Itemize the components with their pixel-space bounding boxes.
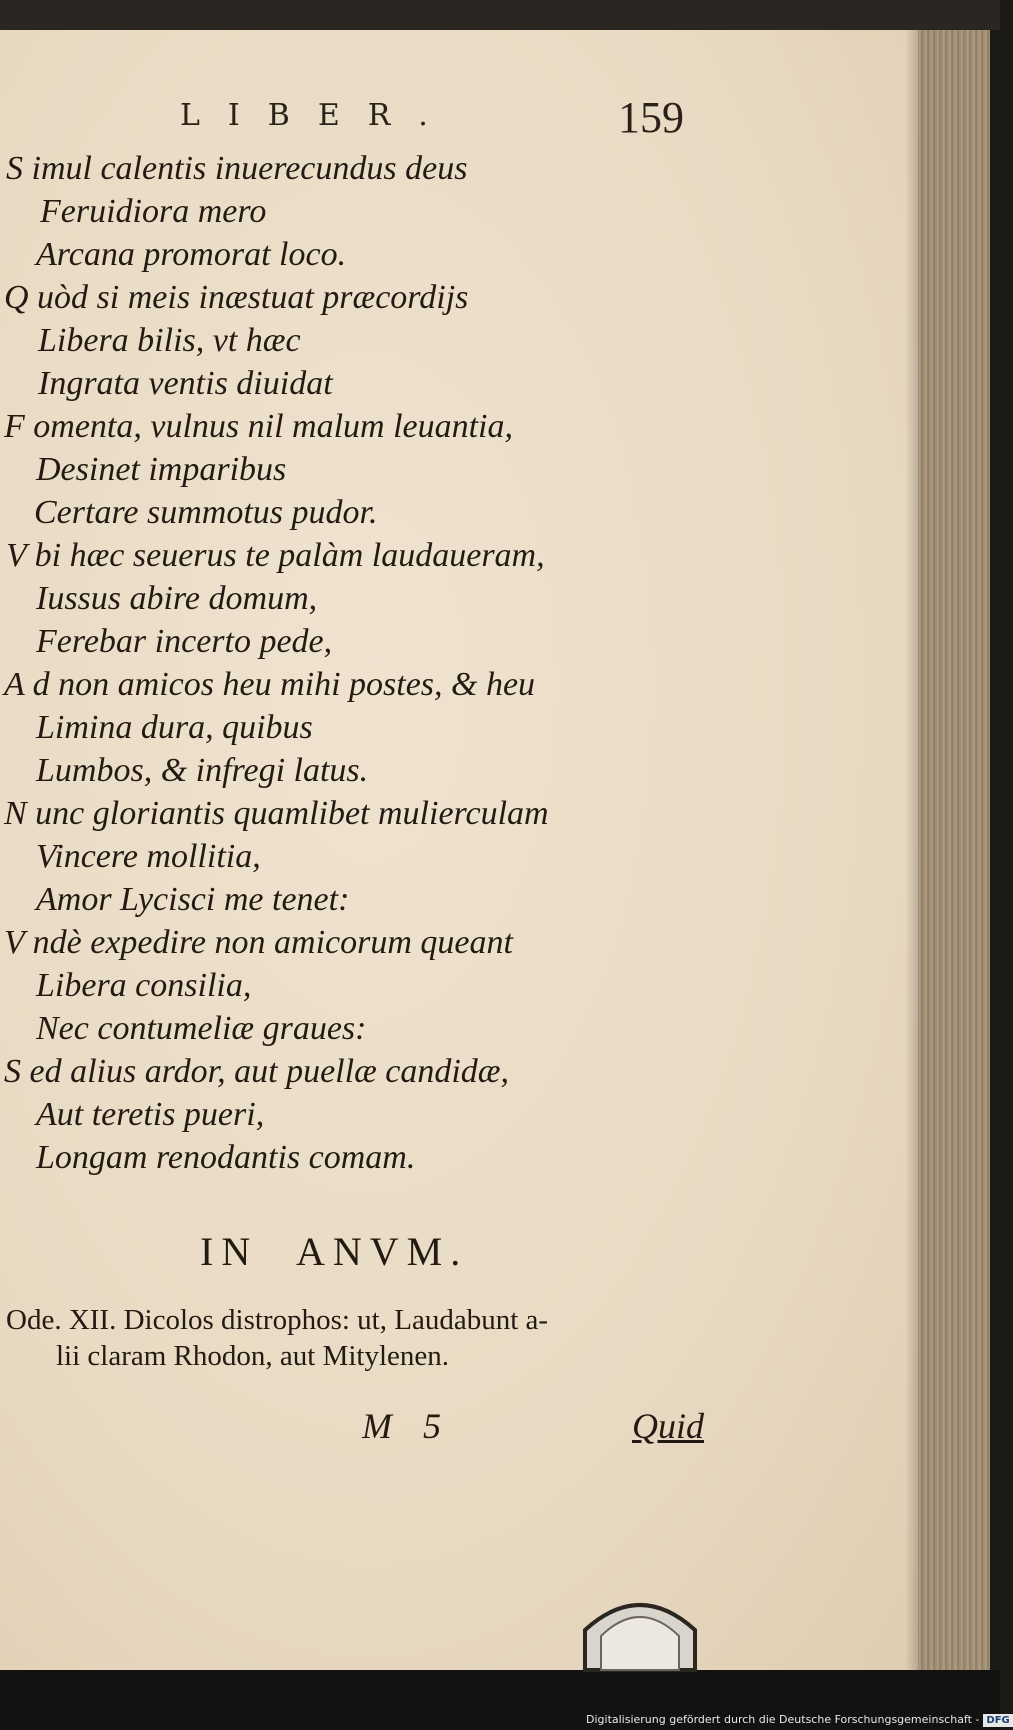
poem-line: Iussus abire domum, (36, 580, 318, 617)
scan-top-border (0, 0, 1000, 30)
signature-mark: M 5 (362, 1406, 441, 1446)
section-title: IN ANVM. (200, 1229, 469, 1274)
poem-line: F omenta, vulnus nil malum leuantia, (4, 408, 514, 445)
poem-line: Feruidiora mero (40, 193, 267, 230)
poem-line: Certare summotus pudor. (34, 494, 378, 531)
poem-line: Amor Lycisci me tenet: (36, 881, 350, 918)
meter-note-line-1: Ode. XII. Dicolos distrophos: ut, Laudabunt a- (6, 1304, 549, 1336)
digitization-credit-text: Digitalisierung gefördert durch die Deutsche Forschungsgemeinschaft - (586, 1713, 980, 1726)
poem-line: Q uòd si meis inæstuat præcordijs (4, 279, 469, 316)
poem-line: S ed alius ardor, aut puellæ candidæ, (4, 1053, 509, 1090)
poem-line: Nec contumeliæ graues: (36, 1010, 367, 1047)
poem-line: Libera consilia, (36, 967, 252, 1004)
dfg-logo: DFG (983, 1714, 1012, 1727)
poem-line: V ndè expedire non amicorum queant (4, 924, 513, 961)
poem-line: N unc gloriantis quamlibet mulierculam (4, 795, 549, 832)
poem-line: Aut teretis pueri, (36, 1096, 265, 1133)
running-title: LIBER. (180, 98, 456, 133)
poem-line: Ferebar incerto pede, (36, 623, 333, 660)
poem-line: V bi hæc seuerus te palàm laudaueram, (6, 537, 545, 574)
poem-line: Longam renodantis comam. (36, 1139, 416, 1176)
bookmark-clip-icon (575, 1590, 705, 1670)
poem-line: Limina dura, quibus (36, 709, 313, 746)
poem-line: S imul calentis inuerecundus deus (6, 150, 468, 187)
page-number: 159 (618, 93, 684, 142)
poem-line: A d non amicos heu mihi postes, & heu (4, 666, 536, 703)
book-page-edges (918, 30, 990, 1670)
poem-line: Arcana promorat loco. (36, 236, 347, 273)
poem-line: Ingrata ventis diuidat (38, 365, 333, 402)
digitization-credit (586, 1713, 1013, 1727)
poem-line: Desinet imparibus (36, 451, 287, 488)
poem-line: Libera bilis, vt hæc (38, 322, 301, 359)
meter-note-line-2: lii claram Rhodon, aut Mitylenen. (56, 1340, 450, 1372)
poem-line: Vincere mollitia, (36, 838, 261, 875)
poem-line: Lumbos, & infregi latus. (36, 752, 369, 789)
catchword: Quid (632, 1406, 704, 1446)
